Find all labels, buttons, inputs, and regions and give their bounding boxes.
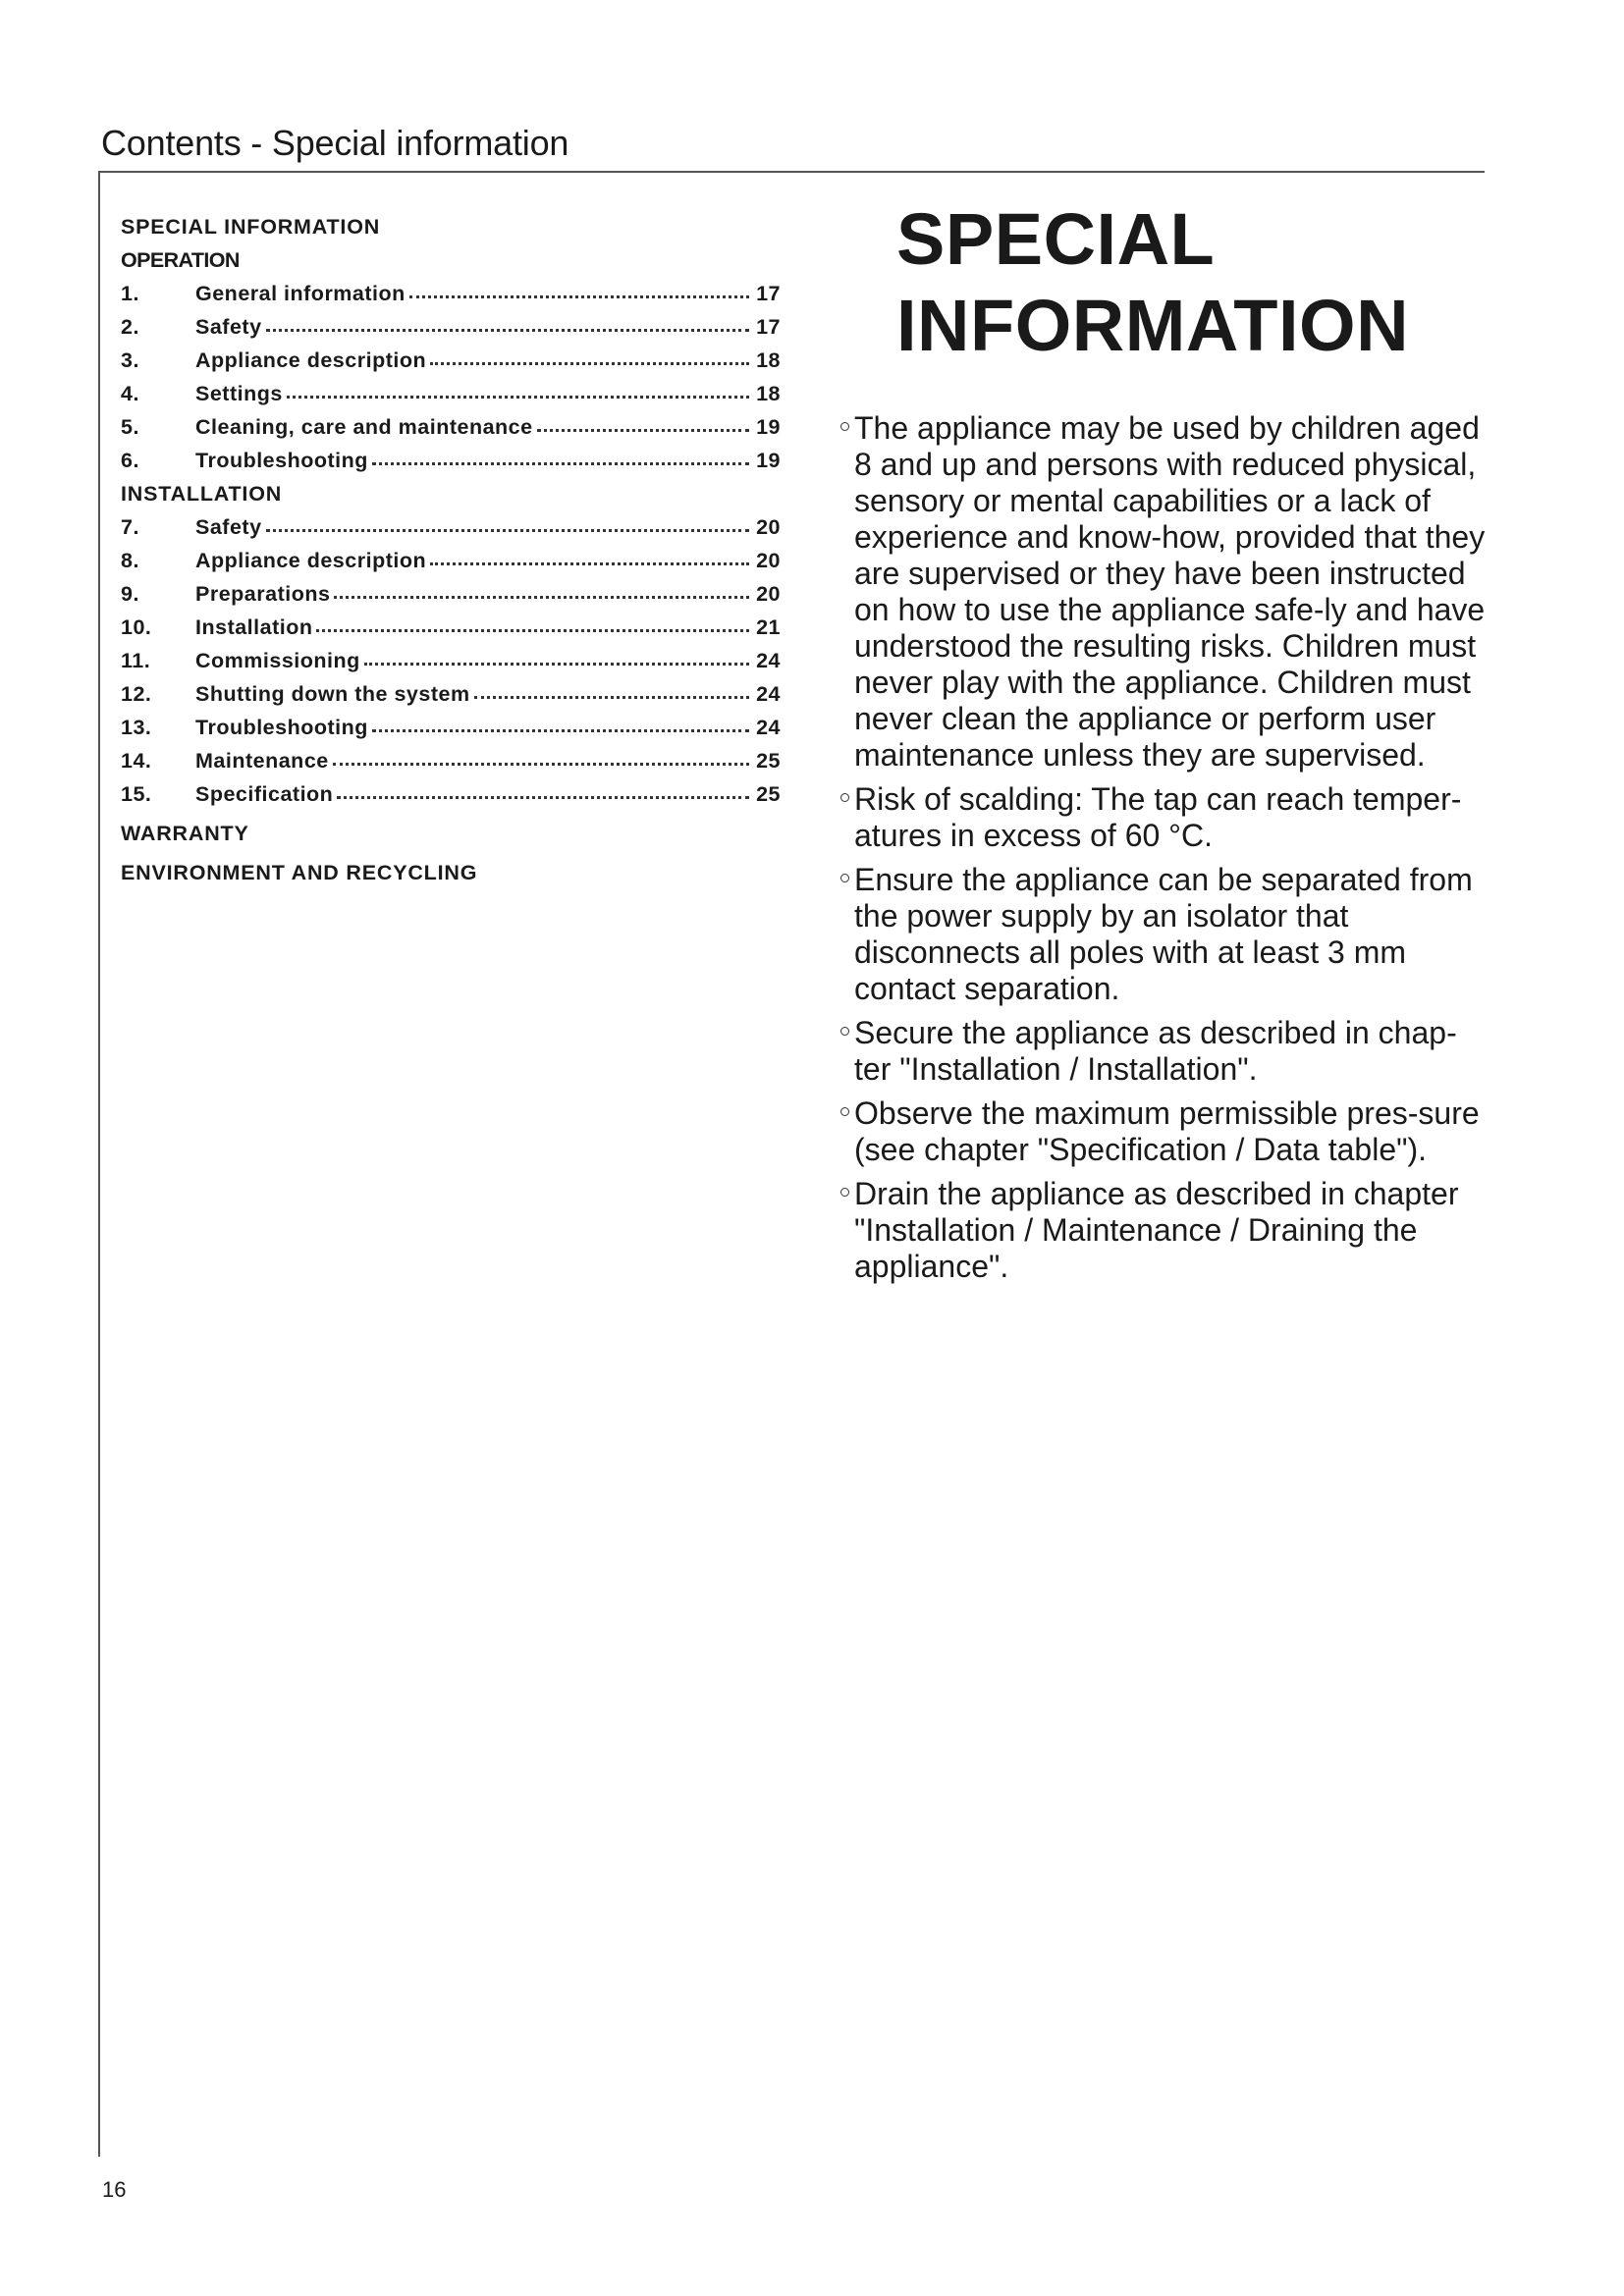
safety-notes-list (823, 410, 1490, 1293)
toc-entry[interactable] (121, 310, 781, 344)
page-header-title: Contents - Special information (101, 123, 569, 163)
toc-dot-leader (316, 610, 749, 632)
circle-bullet-icon (840, 874, 849, 882)
toc-entry-number: 14. (121, 749, 152, 773)
toc-dot-leader (334, 576, 749, 599)
toc-entry-label: Safety (195, 515, 262, 539)
heading-line-1: SPECIAL (896, 198, 1216, 280)
toc-entry-label: Safety (195, 315, 262, 339)
toc-entry-number: 6. (121, 449, 139, 472)
toc-entry-number: 7. (121, 515, 139, 539)
toc-dot-leader (333, 743, 749, 766)
toc-entry-number: 3. (121, 348, 139, 372)
toc-entry-number: 15. (121, 782, 152, 806)
safety-note (823, 1176, 1490, 1285)
toc-entry-label: Cleaning, care and maintenance (195, 415, 533, 439)
toc-entry-number: 9. (121, 582, 139, 606)
toc-entry-page: 24 (756, 716, 781, 739)
toc-entry-number: 1. (121, 282, 139, 305)
toc-entry-page: 24 (756, 682, 781, 706)
safety-note-text: Drain the appliance as described in chapter "Installation / Maintenance / Draining the appliance". (854, 1176, 1459, 1284)
toc-entry-label: Appliance description (195, 348, 427, 372)
toc-entry-label: Troubleshooting (195, 716, 368, 739)
toc-dot-leader (430, 543, 749, 565)
toc-entry-label: Maintenance (195, 749, 329, 773)
toc-dot-leader (266, 309, 749, 332)
toc-entry-page: 19 (756, 415, 781, 439)
toc-entry-number: 8. (121, 549, 139, 572)
toc-entry-number: 4. (121, 382, 139, 405)
safety-note (823, 410, 1490, 774)
toc-entry[interactable] (121, 277, 781, 310)
circle-bullet-icon (840, 1027, 849, 1036)
toc-entry[interactable] (121, 544, 781, 577)
toc-entry[interactable] (121, 410, 781, 444)
table-of-contents (121, 210, 781, 889)
toc-section-special-information[interactable]: SPECIAL INFORMATION (121, 215, 381, 239)
toc-entry[interactable] (121, 444, 781, 477)
toc-entry-page: 20 (756, 515, 781, 539)
toc-entry[interactable] (121, 377, 781, 410)
toc-entry-number: 10. (121, 615, 152, 639)
circle-bullet-icon (840, 793, 849, 802)
toc-entry[interactable] (121, 510, 781, 544)
page-number: 16 (102, 2177, 127, 2202)
toc-dot-leader (364, 643, 749, 666)
special-information-heading (896, 196, 1505, 369)
toc-entry[interactable] (121, 644, 781, 677)
toc-entry-page: 20 (756, 582, 781, 606)
toc-section-installation[interactable]: INSTALLATION (121, 482, 283, 506)
toc-entry[interactable] (121, 677, 781, 711)
circle-bullet-icon (840, 1107, 849, 1116)
toc-section-operation[interactable]: OPERATION (121, 248, 240, 272)
toc-dot-leader (537, 409, 749, 432)
heading-line-2: INFORMATION (896, 285, 1410, 366)
toc-entry-page: 19 (756, 449, 781, 472)
safety-note-text: Observe the maximum permissible pres-sure (see chapter "Specification / Data table"). (854, 1095, 1480, 1167)
safety-note (823, 781, 1490, 854)
toc-entry-number: 5. (121, 415, 139, 439)
safety-note (823, 1015, 1490, 1088)
toc-entry[interactable] (121, 777, 781, 811)
toc-entry-number: 12. (121, 682, 152, 706)
toc-entry-number: 2. (121, 315, 139, 339)
toc-section-environment[interactable]: ENVIRONMENT AND RECYCLING (121, 861, 478, 884)
toc-entry[interactable] (121, 577, 781, 611)
toc-entry-page: 24 (756, 649, 781, 672)
circle-bullet-icon (840, 422, 849, 431)
toc-entry-page: 20 (756, 549, 781, 572)
toc-section-warranty[interactable]: WARRANTY (121, 822, 249, 845)
toc-entry-page: 21 (756, 615, 781, 639)
toc-entry-number: 13. (121, 716, 152, 739)
toc-entry-label: Preparations (195, 582, 331, 606)
toc-dot-leader (266, 509, 749, 532)
toc-entry-page: 18 (756, 382, 781, 405)
toc-entry[interactable] (121, 711, 781, 744)
toc-entry-label: Specification (195, 782, 334, 806)
toc-dot-leader (372, 443, 749, 465)
toc-entry-page: 17 (756, 282, 781, 305)
safety-note-text: Risk of scalding: The tap can reach temper-atures in excess of 60 °C. (854, 781, 1462, 853)
toc-dot-leader (430, 343, 749, 365)
toc-entry-number: 11. (121, 649, 151, 672)
toc-dot-leader (474, 676, 749, 699)
toc-dot-leader (287, 376, 749, 399)
toc-entry-label: General information (195, 282, 406, 305)
toc-entry-label: Shutting down the system (195, 682, 470, 706)
safety-note-text: The appliance may be used by children aged 8 and up and persons with reduced physical, sensory or mental capabilities or a lack of experience and know-how, provided that they are supervised or they have been instructed on how to use the appliance safe-ly and have understood the resulting risks. Children must never play with the appliance. Children must never clean the appliance or perform user maintenance unless they are supervised. (854, 410, 1486, 773)
toc-entry[interactable] (121, 611, 781, 644)
toc-entry-page: 18 (756, 348, 781, 372)
toc-entry-label: Appliance description (195, 549, 427, 572)
toc-entry-label: Troubleshooting (195, 449, 368, 472)
toc-entry-label: Commissioning (195, 649, 360, 672)
toc-entry[interactable] (121, 344, 781, 377)
toc-entry-page: 17 (756, 315, 781, 339)
safety-note-text: Ensure the appliance can be separated from the power supply by an isolator that disconnects all poles with at least 3 mm contact separation. (854, 862, 1473, 1006)
toc-entry-label: Installation (195, 615, 313, 639)
toc-entry[interactable] (121, 744, 781, 777)
safety-note (823, 862, 1490, 1007)
safety-note-text: Secure the appliance as described in chap-ter "Installation / Installation". (854, 1015, 1457, 1087)
left-margin-rule (98, 171, 100, 2157)
toc-dot-leader (409, 276, 749, 298)
toc-dot-leader (372, 710, 749, 732)
header-divider (98, 171, 1485, 173)
toc-entry-page: 25 (756, 749, 781, 773)
toc-dot-leader (337, 776, 749, 799)
toc-entry-page: 25 (756, 782, 781, 806)
toc-entry-label: Settings (195, 382, 283, 405)
circle-bullet-icon (840, 1188, 849, 1197)
safety-note (823, 1095, 1490, 1168)
